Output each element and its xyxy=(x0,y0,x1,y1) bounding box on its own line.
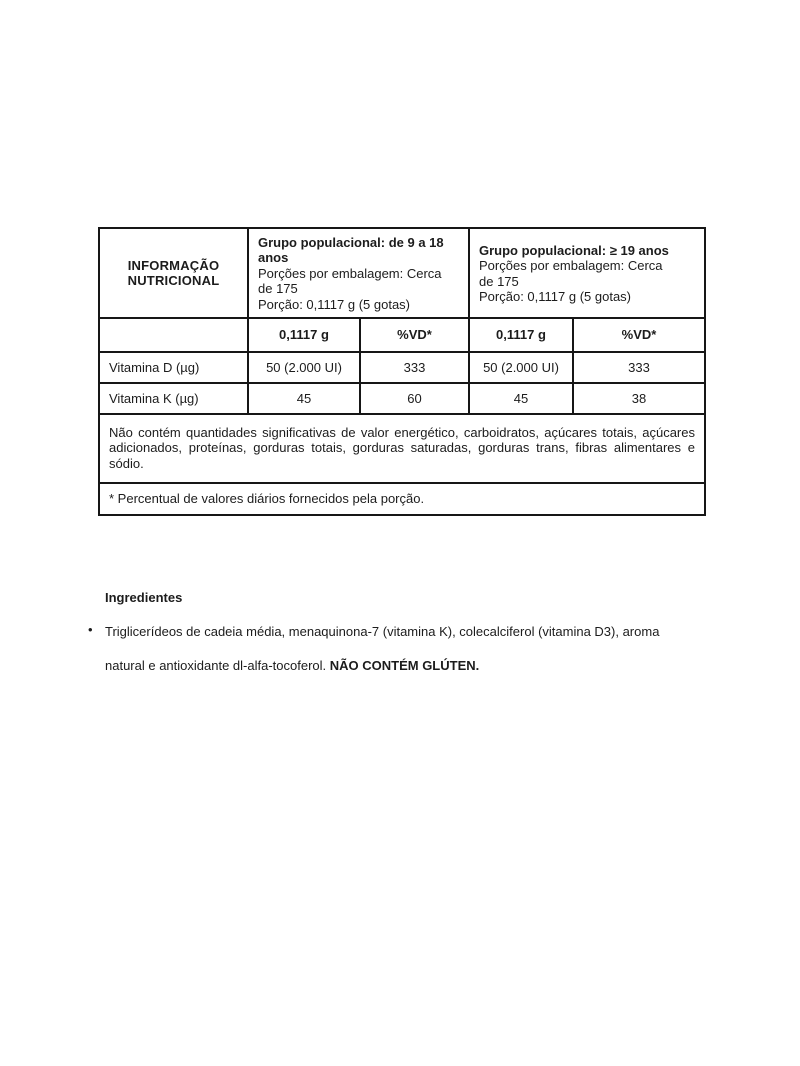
note-row xyxy=(99,414,705,483)
portion-size: Porção: 0,1117 g (5 gotas) xyxy=(258,296,411,312)
servings-per-package: Porções por embalagem: Cerca de 175 xyxy=(479,258,663,289)
col-header-amount-g2: 0,1117 g xyxy=(469,318,573,352)
table-row-vitamin-d xyxy=(99,352,705,383)
servings-per-package: Porções por embalagem: Cerca de 175 xyxy=(258,265,442,297)
dv-value: 60 xyxy=(360,383,469,414)
col-header-dv-g2: %VD* xyxy=(573,318,705,352)
ingredients-text-regular: Triglicerídeos de cadeia média, menaquinona-7 (vitamina K), colecalciferol (vitamina D3), aroma natural e antioxidante dl-alfa-tocoferol. xyxy=(105,624,660,673)
dv-value: 333 xyxy=(573,352,705,383)
portion-size: Porção: 0,1117 g (5 gotas) xyxy=(479,289,632,304)
group-title: Grupo populacional: de 9 a 18 anos xyxy=(258,234,444,266)
group-header-9-18 xyxy=(248,228,469,318)
ingredients-text xyxy=(105,615,683,683)
amount-value: 50 (2.000 UI) xyxy=(248,352,360,383)
bullet-icon: • xyxy=(88,622,93,637)
dv-value: 333 xyxy=(360,352,469,383)
footnote-row xyxy=(99,483,705,515)
table-row-vitamin-k xyxy=(99,383,705,414)
amount-value: 50 (2.000 UI) xyxy=(469,352,573,383)
no-significant-amounts-note: Não contém quantidades significativas de valor energético, carboidratos, açúcares totais, açúcares adicionados, proteínas, gorduras totais, gorduras saturadas, gorduras trans, fibras alimentares e sódio. xyxy=(99,414,705,483)
ingredients-section xyxy=(88,590,702,683)
gluten-free-statement: NÃO CONTÉM GLÚTEN. xyxy=(329,658,480,673)
col-header-dv-g1: %VD* xyxy=(360,318,469,352)
dv-value: 38 xyxy=(573,383,705,414)
nutrition-facts-panel xyxy=(98,227,704,516)
group-header-19-plus xyxy=(469,228,705,318)
column-header-row xyxy=(99,318,705,352)
ingredients-heading: Ingredientes xyxy=(105,590,183,605)
blank-corner-cell xyxy=(99,318,248,352)
ingredients-list-item xyxy=(88,615,702,683)
amount-value: 45 xyxy=(248,383,360,414)
nutrient-name: Vitamina K (µg) xyxy=(99,383,248,414)
col-header-amount-g1: 0,1117 g xyxy=(248,318,360,352)
daily-values-footnote: * Percentual de valores diários fornecidos pela porção. xyxy=(99,483,705,515)
table-header-row xyxy=(99,228,705,318)
group-title: Grupo populacional: ≥ 19 anos xyxy=(479,242,669,258)
nutrient-name: Vitamina D (µg) xyxy=(99,352,248,383)
amount-value: 45 xyxy=(469,383,573,414)
panel-title: INFORMAÇÃO NUTRICIONAL xyxy=(99,228,248,318)
nutrition-table xyxy=(98,227,706,516)
